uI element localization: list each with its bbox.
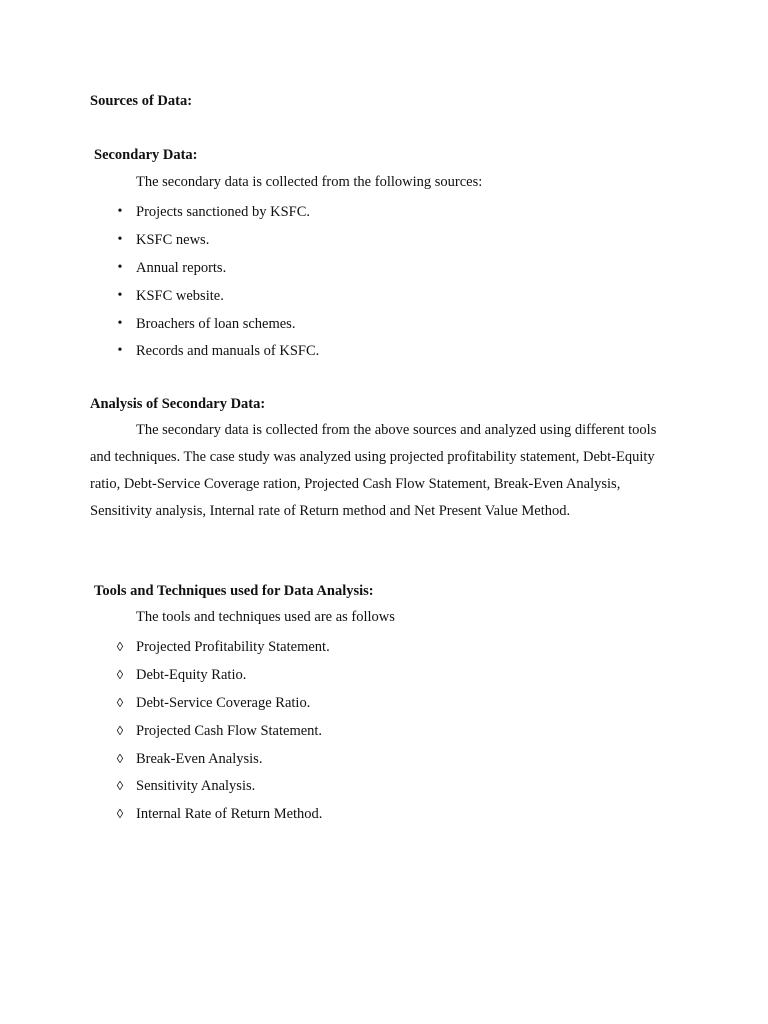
list-item-text: Records and manuals of KSFC. — [136, 343, 320, 360]
tools-intro: The tools and techniques used are as follows — [136, 609, 395, 625]
list-item-text: Annual reports. — [136, 259, 227, 276]
analysis-line-2: and techniques. The case study was analyzed using projected profitability statement, Debt-Equity — [90, 449, 655, 465]
list-item-text: Sensitivity Analysis. — [136, 778, 256, 795]
diamond-bullet-icon: ◊ — [116, 666, 124, 682]
diamond-bullet-icon: ◊ — [116, 750, 124, 766]
list-item-text: Broachers of loan schemes. — [136, 315, 296, 332]
list-item-text: Debt-Equity Ratio. — [136, 666, 247, 683]
bullet-icon: • — [117, 315, 123, 331]
diamond-bullet-icon: ◊ — [116, 694, 124, 710]
secondary-data-heading: Secondary Data: — [94, 147, 198, 163]
analysis-line-4: Sensitivity analysis, Internal rate of Return method and Net Present Value Method. — [90, 503, 571, 519]
tools-heading: Tools and Techniques used for Data Analysis: — [94, 583, 374, 599]
list-item-text: KSFC news. — [136, 231, 210, 248]
secondary-data-intro: The secondary data is collected from the following sources: — [136, 174, 483, 190]
bullet-icon: • — [117, 287, 123, 303]
list-item-text: Debt-Service Coverage Ratio. — [136, 694, 311, 711]
diamond-bullet-icon: ◊ — [116, 778, 124, 794]
list-item-text: Internal Rate of Return Method. — [136, 806, 323, 823]
bullet-icon: • — [117, 343, 123, 359]
sources-heading: Sources of Data: — [90, 93, 193, 109]
analysis-heading: Analysis of Secondary Data: — [90, 396, 266, 412]
list-item-text: KSFC website. — [136, 287, 224, 304]
list-item-text: Projected Profitability Statement. — [136, 639, 330, 655]
diamond-bullet-icon: ◊ — [116, 806, 124, 822]
list-item-text: Break-Even Analysis. — [136, 750, 263, 767]
list-item-text: Projected Cash Flow Statement. — [136, 722, 323, 739]
bullet-icon: • — [117, 204, 123, 219]
bullet-icon: • — [117, 231, 123, 247]
analysis-line-3: ratio, Debt-Service Coverage ration, Projected Cash Flow Statement, Break-Even Analysis, — [90, 476, 621, 492]
bullet-icon: • — [117, 259, 123, 275]
list-item-text: Projects sanctioned by KSFC. — [136, 204, 310, 220]
analysis-line-1: The secondary data is collected from the above sources and analyzed using different tools — [136, 422, 657, 438]
diamond-bullet-icon: ◊ — [116, 639, 124, 654]
diamond-bullet-icon: ◊ — [116, 722, 124, 738]
